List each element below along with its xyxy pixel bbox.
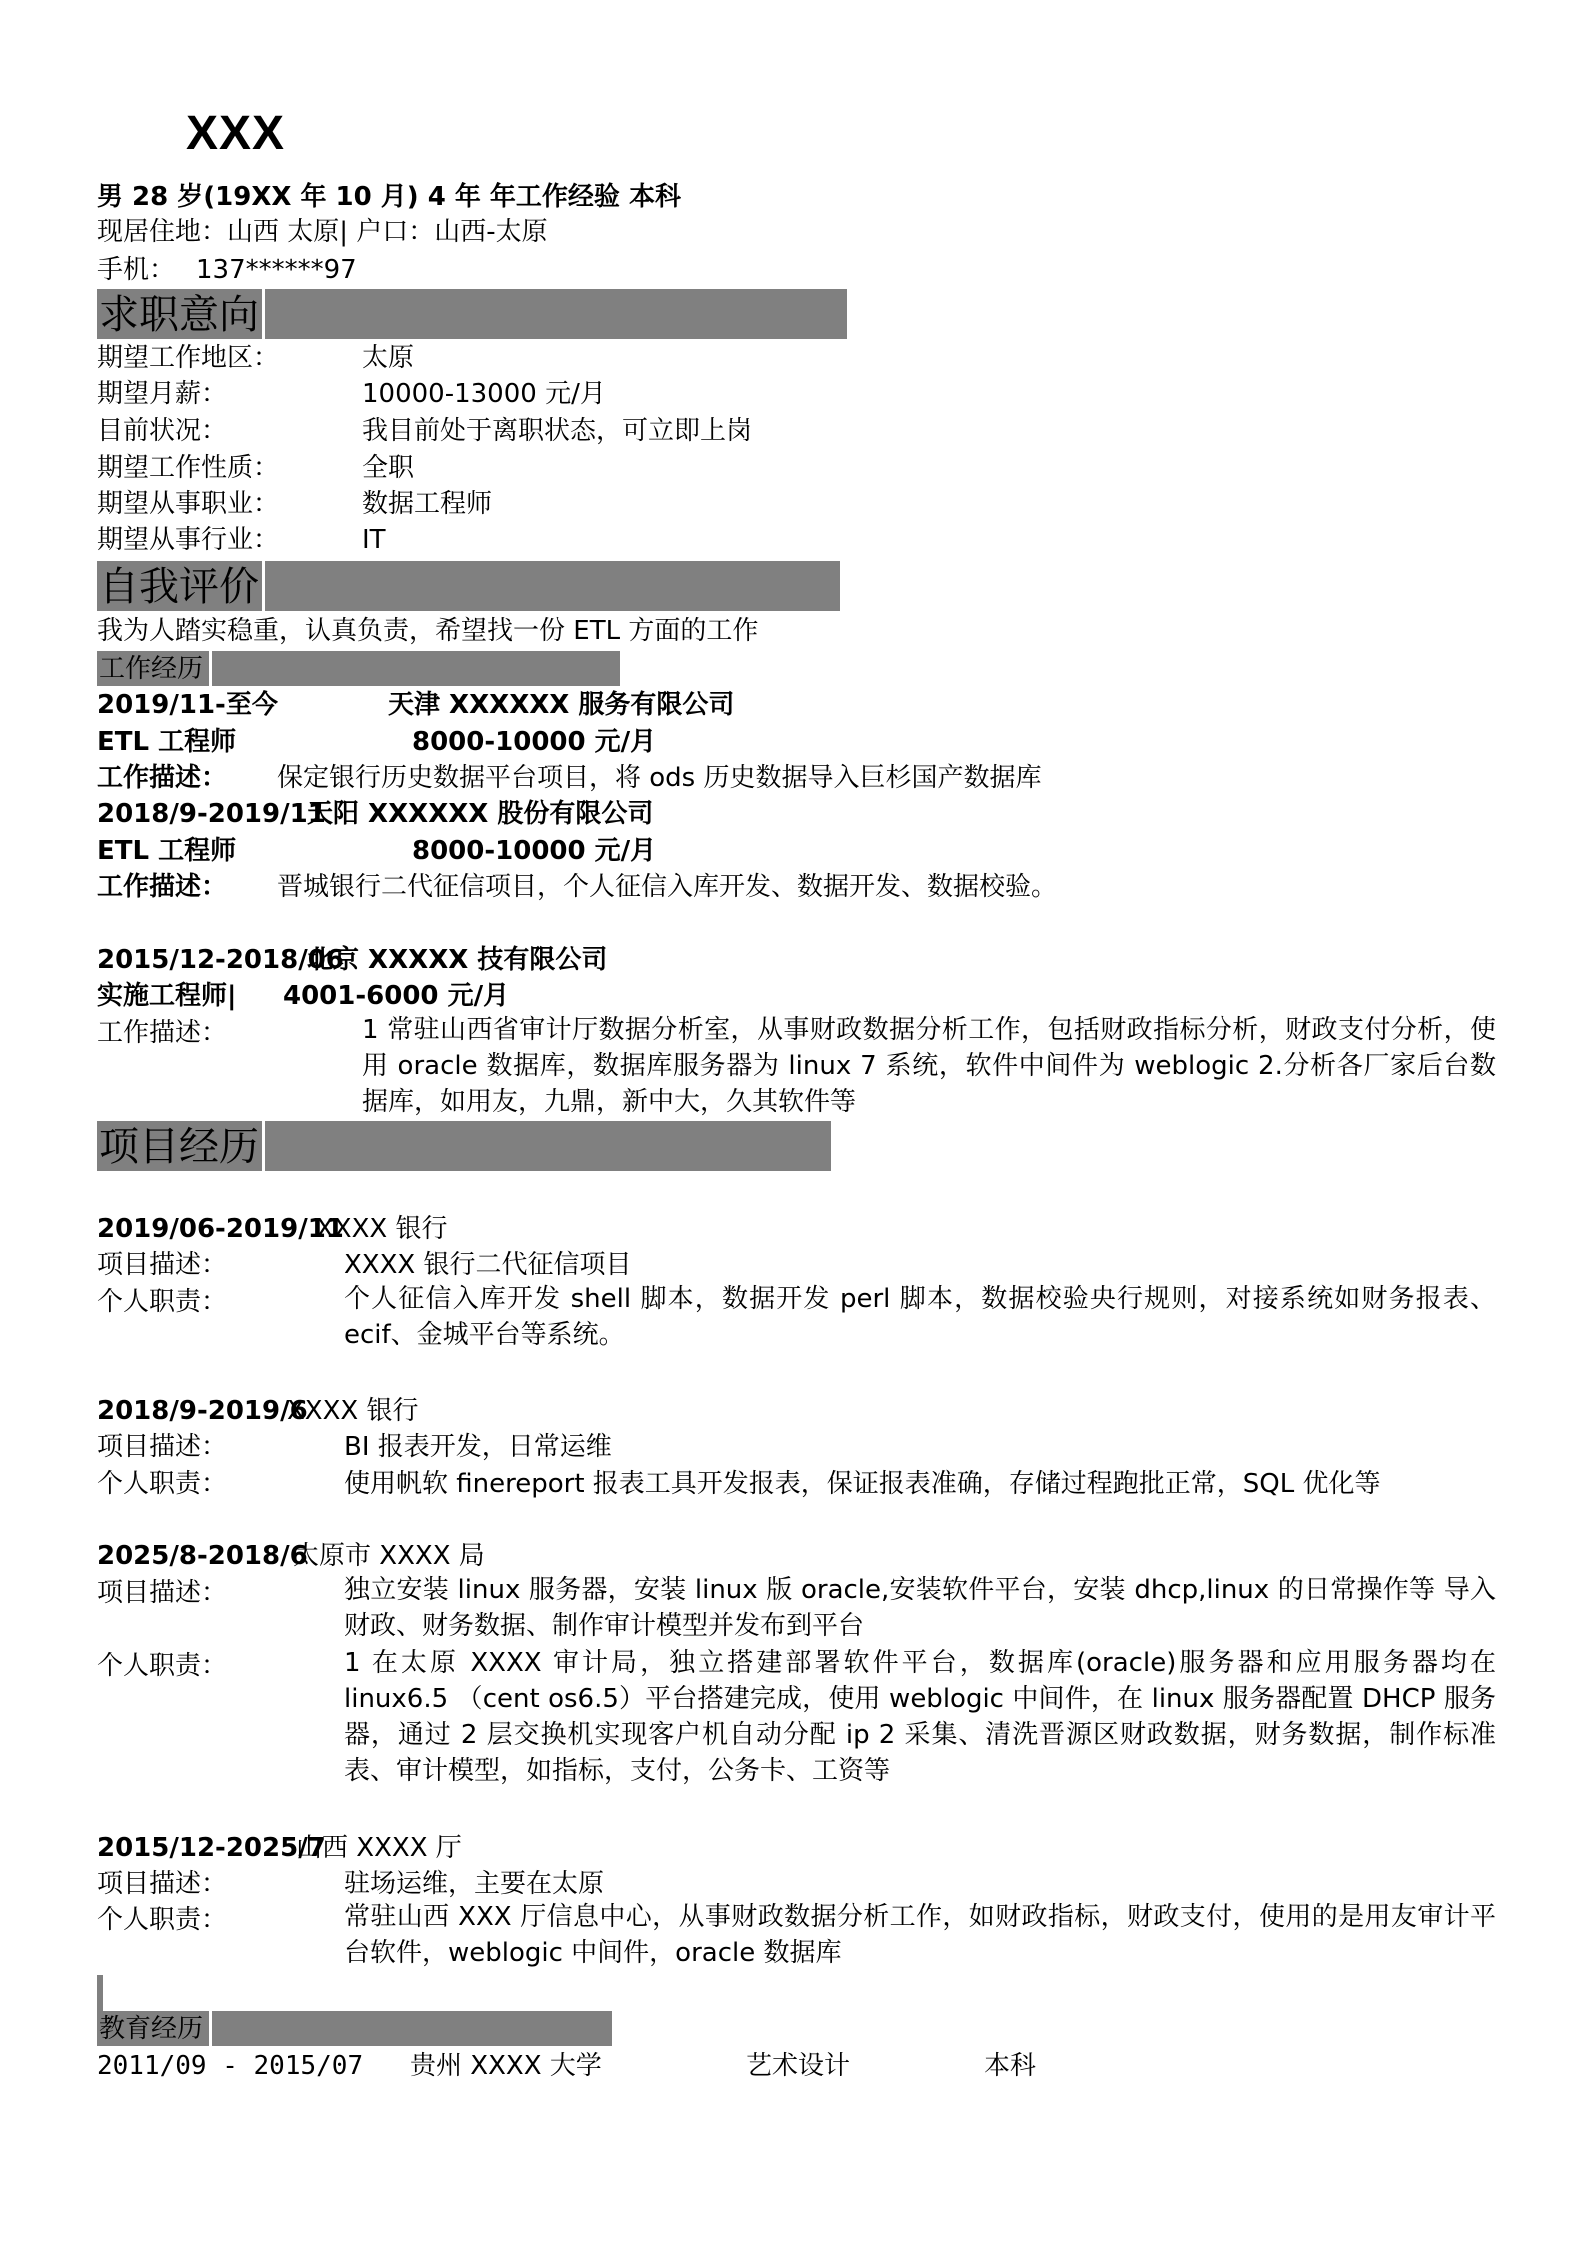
project-period: 2019/06-2019/11 bbox=[97, 1214, 344, 1244]
project-desc: BI 报表开发，日常运维 bbox=[344, 1432, 612, 1462]
education-left-mark bbox=[97, 1975, 103, 2011]
project-desc: 驻场运维，主要在太原 bbox=[344, 1869, 605, 1899]
intent-value: IT bbox=[362, 525, 386, 555]
project-name: 太原市 XXXX 局 bbox=[293, 1541, 485, 1571]
job-desc: 晋城银行二代征信项目，个人征信入库开发、数据开发、数据校验。 bbox=[277, 872, 1058, 902]
self-eval-title: 自我评价 bbox=[99, 564, 259, 610]
job-period: 2015/12-2018/06 bbox=[97, 945, 344, 975]
project-period: 2025/8-2018/6 bbox=[97, 1541, 308, 1571]
self-eval-title-bar bbox=[265, 561, 840, 611]
work-title-bar bbox=[212, 651, 620, 686]
project-duty-label: 个人职责： bbox=[97, 1651, 228, 1681]
intent-value: 我目前处于离职状态，可立即上岗 bbox=[362, 416, 753, 446]
job-role: 实施工程师| bbox=[97, 981, 237, 1011]
intent-label: 期望工作性质： bbox=[97, 453, 280, 483]
project-desc-label: 项目描述： bbox=[97, 1869, 228, 1899]
intent-value: 10000-13000 元/月 bbox=[362, 379, 606, 409]
intent-label: 期望从事行业： bbox=[97, 525, 280, 555]
intent-value: 太原 bbox=[362, 343, 415, 373]
intent-label: 期望工作地区： bbox=[97, 343, 280, 373]
job-salary: 8000-10000 元/月 bbox=[412, 727, 657, 757]
project-name: 山西 XXXX 厅 bbox=[296, 1833, 462, 1863]
job-desc: 1 常驻山西省审计厅数据分析室，从事财政数据分析工作，包括财政指标分析，财政支付分析，使用 oracle 数据库，数据库服务器为 linux 7 系统，软件中间件为 weblogic 2.分析各厂家后台数据库，如用友，九鼎，新中大，久其软件等 bbox=[362, 1015, 1496, 1117]
basic-info-line: 男 28 岁(19XX 年 10 月) 4 年 年工作经验 本科 bbox=[97, 182, 681, 212]
candidate-name: XXX bbox=[186, 107, 286, 160]
project-duty: 常驻山西 XXX 厅信息中心，从事财政数据分析工作，如财政指标，财政支付，使用的是用友审计平台软件，weblogic 中间件，oracle 数据库 bbox=[344, 1902, 1496, 1968]
phone-label: 手机： bbox=[97, 255, 176, 285]
intent-title-bar bbox=[265, 289, 847, 339]
project-desc-label: 项目描述： bbox=[97, 1578, 228, 1608]
job-period: 2019/11-至今 bbox=[97, 690, 278, 720]
project-duty-label: 个人职责： bbox=[97, 1469, 228, 1499]
job-desc-label: 工作描述： bbox=[97, 763, 228, 793]
projects-title-bar bbox=[265, 1121, 831, 1171]
project-name: XXXX 银行 bbox=[316, 1214, 448, 1244]
education-title: 教育经历 bbox=[99, 2014, 204, 2044]
job-salary: 8000-10000 元/月 bbox=[412, 836, 657, 866]
residence-line: 现居住地：山西 太原| 户口：山西-太原 bbox=[97, 217, 548, 247]
self-eval-text: 我为人踏实稳重，认真负责，希望找一份 ETL 方面的工作 bbox=[97, 616, 759, 646]
job-role: ETL 工程师 bbox=[97, 727, 237, 757]
project-period: 2018/9-2019/6 bbox=[97, 1396, 308, 1426]
job-salary: 4001-6000 元/月 bbox=[283, 981, 510, 1011]
project-duty: 个人征信入库开发 shell 脚本，数据开发 perl 脚本，数据校验央行规则，对接系统如财务报表、ecif、金城平台等系统。 bbox=[344, 1284, 1496, 1350]
intent-title: 求职意向 bbox=[99, 292, 259, 338]
project-duty: 1 在太原 XXXX 审计局，独立搭建部署软件平台，数据库(oracle)服务器和应用服务器均在 linux6.5 （cent os6.5）平台搭建完成，使用 weblogic 中间件，在 linux 服务器配置 DHCP 服务器，通过 2 层交换机实现客户机自动分配 ip 2 采集、清洗晋源区财政数据，财务数据，制作标准表、审计模型，如指标，支付，公务卡、工资等 bbox=[344, 1648, 1496, 1786]
project-desc-label: 项目描述： bbox=[97, 1432, 228, 1462]
phone-value: 137******97 bbox=[196, 255, 357, 285]
job-company: 天津 XXXXXX 服务有限公司 bbox=[388, 690, 735, 720]
project-duty-label: 个人职责： bbox=[97, 1287, 228, 1317]
project-name: XXXX 银行 bbox=[287, 1396, 419, 1426]
job-company: 北京 XXXXX 技有限公司 bbox=[307, 945, 608, 975]
education-degree: 本科 bbox=[984, 2051, 1037, 2081]
intent-value: 数据工程师 bbox=[362, 489, 493, 519]
job-desc: 保定银行历史数据平台项目，将 ods 历史数据导入巨杉国产数据库 bbox=[277, 763, 1042, 793]
intent-value: 全职 bbox=[362, 453, 415, 483]
project-duty: 使用帆软 finereport 报表工具开发报表，保证报表准确，存储过程跑批正常，SQL 优化等 bbox=[344, 1469, 1381, 1499]
job-period: 2018/9-2019/11 bbox=[97, 799, 326, 829]
education-title-bar bbox=[212, 2011, 612, 2046]
project-desc-label: 项目描述： bbox=[97, 1250, 228, 1280]
job-desc-label: 工作描述： bbox=[97, 1018, 228, 1048]
job-desc-label: 工作描述： bbox=[97, 872, 228, 902]
education-school: 贵州 XXXX 大学 bbox=[410, 2051, 602, 2081]
work-title: 工作经历 bbox=[99, 654, 204, 684]
job-role: ETL 工程师 bbox=[97, 836, 237, 866]
education-period: 2011/09 - 2015/07 bbox=[97, 2051, 364, 2081]
intent-label: 目前状况： bbox=[97, 416, 228, 446]
job-company: 天阳 XXXXXX 股份有限公司 bbox=[307, 799, 654, 829]
project-desc: XXXX 银行二代征信项目 bbox=[344, 1250, 632, 1280]
projects-title: 项目经历 bbox=[99, 1124, 259, 1170]
project-desc: 独立安装 linux 服务器，安装 linux 版 oracle,安装软件平台，安装 dhcp,linux 的日常操作等 导入财政、财务数据、制作审计模型并发布到平台 bbox=[344, 1575, 1496, 1641]
intent-label: 期望从事职业： bbox=[97, 489, 280, 519]
project-period: 2015/12-2025/7 bbox=[97, 1833, 326, 1863]
intent-label: 期望月薪： bbox=[97, 379, 228, 409]
education-major: 艺术设计 bbox=[746, 2051, 851, 2081]
project-duty-label: 个人职责： bbox=[97, 1905, 228, 1935]
